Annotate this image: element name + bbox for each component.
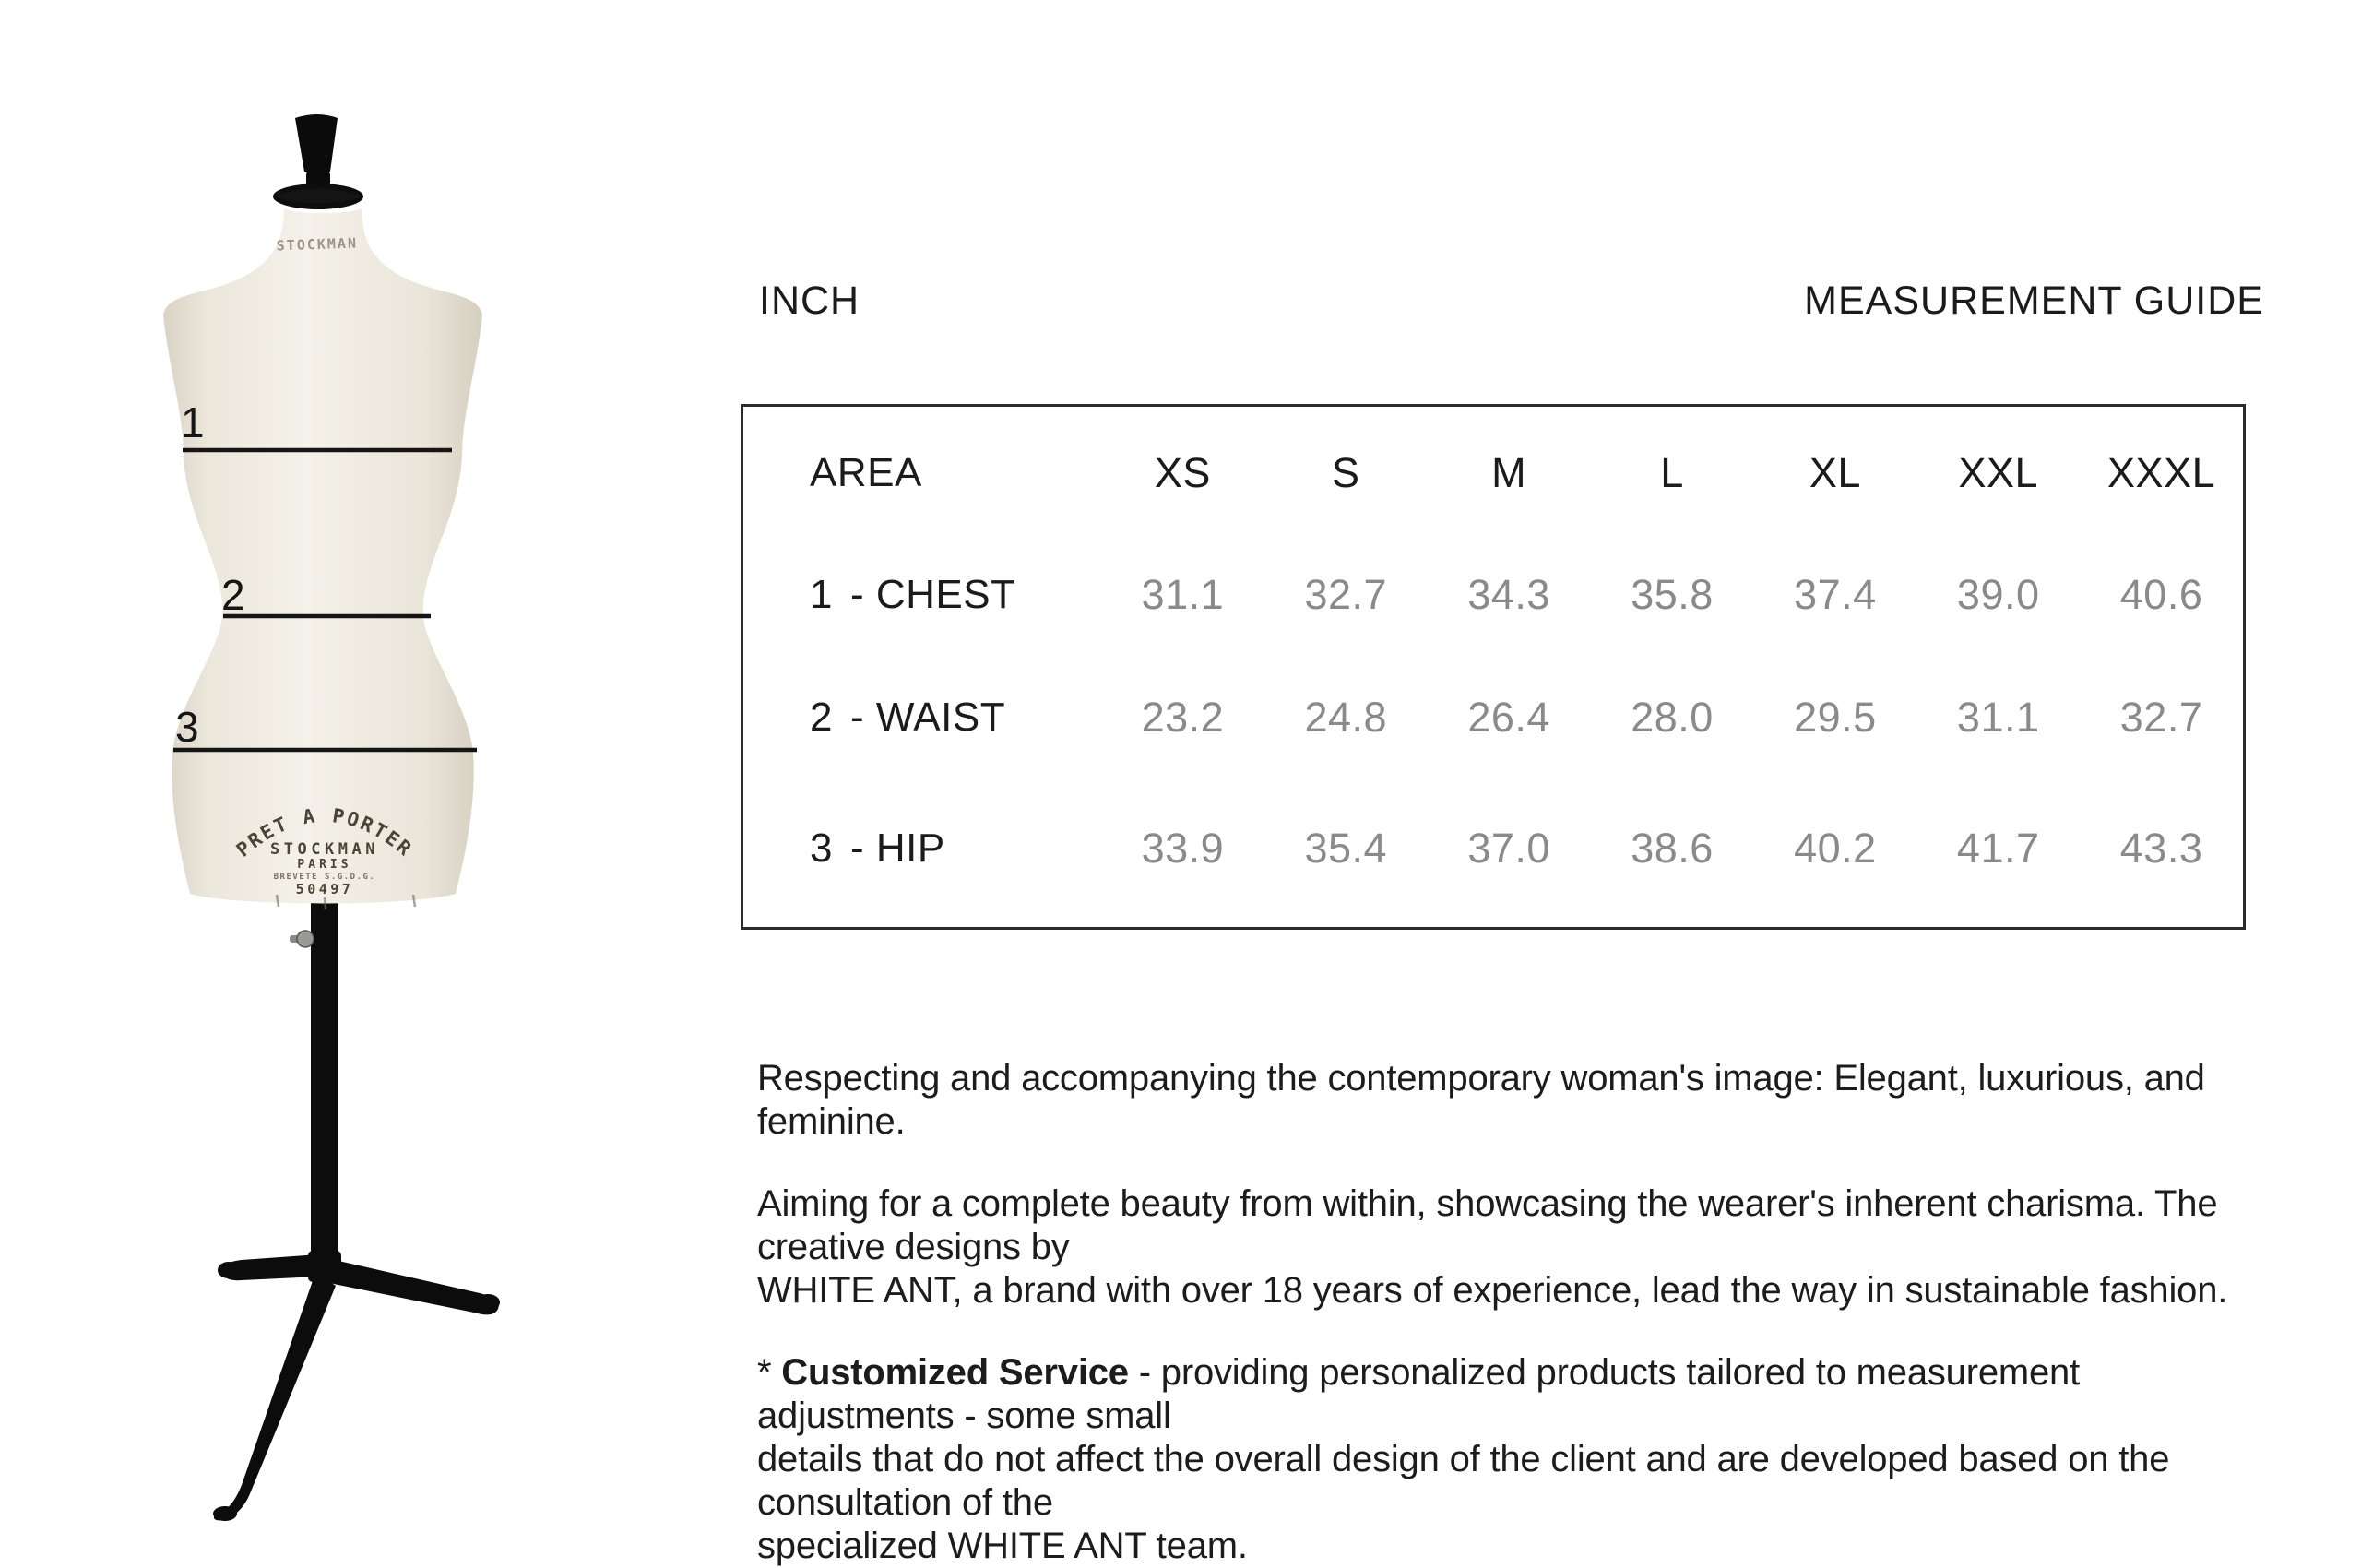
waist-xxxl: 32.7 — [2119, 694, 2203, 741]
chest-m: 34.3 — [1467, 571, 1550, 618]
hem-notch — [325, 897, 326, 909]
col-header-s: S — [1332, 449, 1360, 496]
description-line: details that do not affect the overall design of the client and are developed based on the consultation of the — [757, 1439, 2170, 1523]
col-header-area: AREA — [810, 450, 922, 495]
stamp-city-text: PARIS — [297, 858, 352, 872]
hip-xxl: 41.7 — [1956, 825, 2040, 872]
row-number: 3 — [810, 826, 833, 871]
marker-3-label: 3 — [175, 703, 199, 751]
col-header-xxl: XXL — [1958, 449, 2038, 496]
waist-l: 28.0 — [1631, 694, 1714, 741]
neck-stamp-text: STOCKMAN — [276, 234, 359, 255]
stamp-serial-text: 50497 — [295, 881, 354, 897]
description-paragraph-1 — [757, 1057, 2275, 1144]
tripod-base — [213, 1251, 500, 1521]
description-paragraph-3 — [757, 1351, 2275, 1568]
col-header-l: L — [1660, 449, 1684, 496]
waist-xxl: 31.1 — [1956, 694, 2040, 741]
asterisk-note-marker: * — [757, 1352, 782, 1393]
stand-pole — [311, 891, 338, 1264]
stamp-brand-text: STOCKMAN — [270, 840, 379, 859]
unit-label: INCH — [759, 279, 860, 323]
tripod-foot-left — [218, 1262, 240, 1278]
col-header-xs: XS — [1154, 449, 1211, 496]
row-area-name: - WAIST — [850, 695, 1006, 740]
brand-description — [757, 1057, 2275, 1568]
col-header-xxxl: XXXL — [2107, 449, 2216, 496]
description-line: WHITE ANT, a brand with over 18 years of experience, lead the way in sustainable fashion. — [757, 1270, 2228, 1311]
description-line: specialized WHITE ANT team. — [757, 1526, 1248, 1566]
tripod-leg-front — [214, 1273, 336, 1520]
finial-cone — [295, 114, 338, 175]
hip-m: 37.0 — [1467, 825, 1550, 872]
hip-xl: 40.2 — [1794, 825, 1877, 872]
description-line: Aiming for a complete beauty from within, showcasing the wearer's inherent charisma. The creative designs by — [757, 1183, 2218, 1267]
waist-m: 26.4 — [1467, 694, 1550, 741]
tripod-foot-right — [476, 1294, 500, 1311]
description-line: Respecting and accompanying the contemporary woman's image: Elegant, luxurious, and feminine. — [757, 1058, 2205, 1142]
col-header-m: M — [1491, 449, 1527, 496]
size-table — [741, 404, 2246, 930]
chest-xxl: 39.0 — [1956, 571, 2040, 618]
dress-form-svg — [0, 0, 553, 1562]
chest-xl: 37.4 — [1794, 571, 1877, 618]
hip-s: 35.4 — [1304, 825, 1388, 872]
chest-l: 35.8 — [1631, 571, 1714, 618]
table-row-hip — [743, 821, 2243, 876]
stamp-patent-text: BREVETE S.G.D.G. — [273, 873, 376, 882]
description-line-rest: - providing personalized products tailored to measurement adjustments - some small — [757, 1352, 2081, 1436]
description-line — [757, 1351, 2275, 1438]
table-header-row — [743, 445, 2243, 501]
row-label-waist — [743, 695, 1101, 741]
customized-service-label: Customized Service — [781, 1352, 1129, 1393]
row-label-chest — [743, 572, 1101, 618]
waist-xl: 29.5 — [1794, 694, 1877, 741]
hip-xxxl: 43.3 — [2119, 825, 2203, 872]
dress-form-photo — [0, 0, 553, 1562]
tripod-foot-front — [213, 1506, 237, 1521]
table-row-chest — [743, 567, 2243, 623]
col-header-xl: XL — [1809, 449, 1861, 496]
description-paragraph-2 — [757, 1182, 2275, 1313]
row-number: 1 — [810, 572, 833, 617]
waist-xs: 23.2 — [1141, 694, 1225, 741]
stamp-arc-text: PRET A PORTER — [231, 804, 418, 861]
table-row-waist — [743, 690, 2243, 745]
row-label-hip — [743, 826, 1101, 872]
row-area-name: - CHEST — [850, 572, 1016, 617]
waist-s: 24.8 — [1304, 694, 1388, 741]
row-number: 2 — [810, 695, 833, 740]
chest-xs: 31.1 — [1141, 571, 1225, 618]
height-screw-knob — [297, 931, 314, 947]
marker-2-label: 2 — [221, 571, 245, 619]
tripod-leg-right — [325, 1258, 499, 1314]
chest-s: 32.7 — [1304, 571, 1388, 618]
torso-body — [163, 208, 482, 904]
row-area-name: - HIP — [850, 826, 945, 871]
marker-1-label: 1 — [181, 398, 205, 446]
hip-xs: 33.9 — [1141, 825, 1225, 872]
hip-l: 38.6 — [1631, 825, 1714, 872]
chest-xxxl: 40.6 — [2119, 571, 2203, 618]
page-title: MEASUREMENT GUIDE — [1804, 279, 2264, 323]
